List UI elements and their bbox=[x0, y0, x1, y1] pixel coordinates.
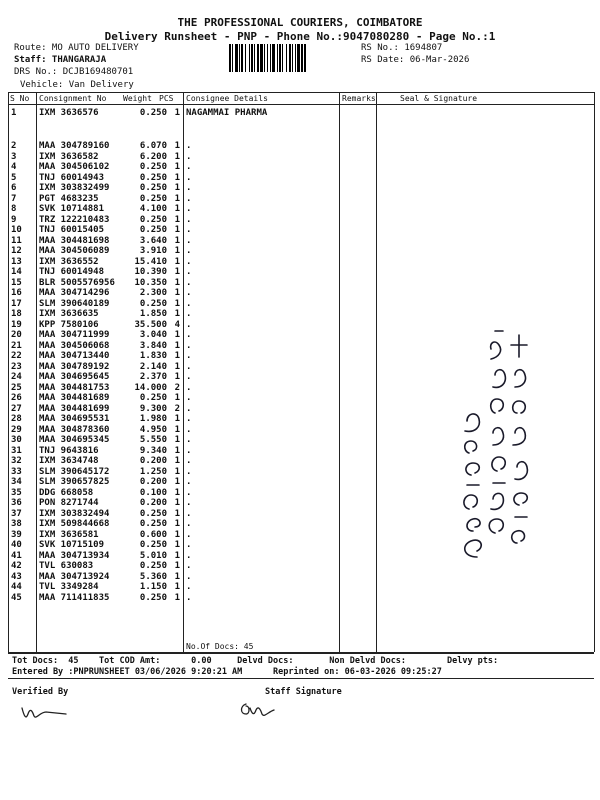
row-consignee-details: . bbox=[186, 204, 192, 214]
barcode-bar bbox=[260, 44, 263, 72]
row-sno: 38 bbox=[11, 519, 22, 529]
row-sno: 4 bbox=[11, 162, 17, 172]
row-consignment-no: MAA 304789192 bbox=[39, 361, 110, 372]
barcode-bar bbox=[289, 44, 291, 72]
row-pcs: 1 bbox=[174, 225, 180, 235]
row-consignee-details: . bbox=[186, 256, 192, 267]
row-consignee-details: . bbox=[186, 235, 192, 246]
row-pcs: 1 bbox=[174, 162, 180, 172]
row-consignment-no: SLM 390645172 bbox=[39, 466, 110, 477]
row-sno: 7 bbox=[11, 193, 17, 204]
row-sno: 25 bbox=[11, 382, 22, 393]
row-pcs: 1 bbox=[174, 193, 180, 204]
footer-entered-by: Entered By :PNPRUNSHEET 03/06/2026 9:20:21 AM Reprinted on: 06-03-2026 09:25:27 bbox=[12, 667, 442, 677]
row-consignee-details: . bbox=[186, 277, 192, 288]
row-pcs: 1 bbox=[174, 424, 180, 435]
row-pcs: 1 bbox=[174, 214, 180, 225]
row-sno: 42 bbox=[11, 561, 22, 571]
row-consignment-no: IXM 3636581 bbox=[39, 529, 99, 540]
row-weight: 0.250 bbox=[139, 193, 167, 204]
col-divider bbox=[183, 92, 184, 652]
row-consignment-no: MAA 304481753 bbox=[39, 382, 110, 393]
row-consignment-no: DDG 668058 bbox=[39, 487, 94, 498]
row-pcs: 1 bbox=[174, 298, 180, 309]
row-consignee-details: . bbox=[186, 214, 192, 225]
row-weight: 0.200 bbox=[139, 456, 167, 466]
row-weight: 9.340 bbox=[139, 445, 167, 456]
col-header-consignee: Consignee Details bbox=[186, 94, 268, 103]
row-consignee-details: . bbox=[186, 498, 192, 508]
row-weight: 1.830 bbox=[139, 351, 167, 361]
row-weight: 0.250 bbox=[139, 298, 167, 309]
verified-signature bbox=[20, 702, 70, 722]
row-weight: 4.950 bbox=[139, 424, 167, 435]
row-consignment-no: TNJ 60015405 bbox=[39, 225, 105, 235]
row-pcs: 1 bbox=[174, 204, 180, 214]
row-weight: 3.910 bbox=[139, 246, 167, 256]
barcode-bar bbox=[292, 44, 293, 72]
row-consignment-no: MAA 304695645 bbox=[39, 372, 110, 382]
row-weight: 0.200 bbox=[139, 477, 167, 487]
barcode-bar bbox=[249, 44, 250, 72]
row-consignment-no: IXM 3636576 bbox=[39, 108, 99, 118]
row-consignment-no: TNJ 60014948 bbox=[39, 267, 105, 277]
row-sno: 28 bbox=[11, 414, 22, 424]
row-consignee-details: . bbox=[186, 151, 192, 162]
row-sno: 11 bbox=[11, 235, 22, 246]
row-weight: 0.250 bbox=[139, 225, 167, 235]
row-consignee-details: . bbox=[186, 298, 192, 309]
barcode-bar bbox=[297, 44, 300, 72]
row-consignment-no: PON 8271744 bbox=[39, 498, 99, 508]
col-header-seal: Seal & Signature bbox=[400, 94, 478, 103]
row-pcs: 1 bbox=[174, 267, 180, 277]
row-sno: 43 bbox=[11, 571, 22, 582]
row-consignee-details: . bbox=[186, 141, 192, 151]
no-of-docs: No.Of Docs: 45 bbox=[186, 642, 254, 651]
barcode-bar bbox=[277, 44, 278, 72]
row-consignee-details: . bbox=[186, 267, 192, 277]
barcode-bar bbox=[241, 44, 243, 72]
row-pcs: 2 bbox=[174, 403, 180, 414]
row-consignment-no: MAA 304713934 bbox=[39, 550, 110, 561]
row-consignee-details: NAGAMMAI PHARMA bbox=[186, 108, 268, 118]
row-weight: 0.250 bbox=[139, 214, 167, 225]
row-pcs: 1 bbox=[174, 529, 180, 540]
col-divider bbox=[36, 92, 37, 652]
row-consignment-no: MAA 304506102 bbox=[39, 162, 110, 172]
row-consignment-no: IXM 3636552 bbox=[39, 256, 99, 267]
row-pcs: 1 bbox=[174, 561, 180, 571]
row-consignee-details: . bbox=[186, 519, 192, 529]
row-pcs: 4 bbox=[174, 319, 180, 330]
row-sno: 37 bbox=[11, 508, 22, 519]
route: Route: MO AUTO DELIVERY bbox=[14, 43, 139, 53]
row-consignment-no: SLM 390640189 bbox=[39, 298, 110, 309]
barcode-bar bbox=[270, 44, 271, 72]
row-consignee-details: . bbox=[186, 319, 192, 330]
row-consignment-no: SLM 390657825 bbox=[39, 477, 110, 487]
row-pcs: 1 bbox=[174, 256, 180, 267]
row-pcs: 1 bbox=[174, 246, 180, 256]
row-consignment-no: KPP 7580106 bbox=[39, 319, 99, 330]
row-weight: 0.250 bbox=[139, 172, 167, 183]
row-sno: 39 bbox=[11, 529, 22, 540]
row-pcs: 1 bbox=[174, 477, 180, 487]
row-consignee-details: . bbox=[186, 414, 192, 424]
row-weight: 5.550 bbox=[139, 435, 167, 445]
row-weight: 0.250 bbox=[139, 162, 167, 172]
row-consignee-details: . bbox=[186, 466, 192, 477]
row-weight: 5.010 bbox=[139, 550, 167, 561]
row-pcs: 1 bbox=[174, 288, 180, 298]
row-weight: 0.200 bbox=[139, 498, 167, 508]
row-pcs: 1 bbox=[174, 309, 180, 319]
row-consignee-details: . bbox=[186, 540, 192, 550]
row-weight: 0.600 bbox=[139, 529, 167, 540]
row-consignee-details: . bbox=[186, 424, 192, 435]
barcode-bar bbox=[239, 44, 240, 72]
row-pcs: 1 bbox=[174, 172, 180, 183]
rs-date: RS Date: 06-Mar-2026 bbox=[361, 55, 470, 65]
row-sno: 16 bbox=[11, 288, 22, 298]
barcode-bar bbox=[257, 44, 259, 72]
row-sno: 40 bbox=[11, 540, 22, 550]
col-header-pcs: PCS bbox=[159, 94, 174, 103]
row-sno: 5 bbox=[11, 172, 17, 183]
runsheet-title: Delivery Runsheet - PNP - Phone No.:9047080280 - Page No.:1 bbox=[104, 30, 496, 43]
row-weight: 10.350 bbox=[134, 277, 167, 288]
row-pcs: 1 bbox=[174, 435, 180, 445]
row-consignment-no: TNJ 9643816 bbox=[39, 445, 99, 456]
row-consignee-details: . bbox=[186, 571, 192, 582]
row-consignment-no: BLR 5005576956 bbox=[39, 277, 115, 288]
verified-by-label: Verified By bbox=[12, 687, 69, 697]
row-pcs: 1 bbox=[174, 456, 180, 466]
row-consignee-details: . bbox=[186, 477, 192, 487]
row-consignment-no: MAA 304713440 bbox=[39, 351, 110, 361]
row-weight: 14.000 bbox=[134, 382, 167, 393]
barcode bbox=[229, 44, 355, 72]
row-weight: 0.250 bbox=[139, 393, 167, 403]
row-sno: 14 bbox=[11, 267, 22, 277]
row-sno: 26 bbox=[11, 393, 22, 403]
row-consignment-no: IXM 509844668 bbox=[39, 519, 110, 529]
row-consignee-details: . bbox=[186, 172, 192, 183]
table-header-border bbox=[8, 104, 594, 105]
row-consignee-details: . bbox=[186, 183, 192, 193]
barcode-bar bbox=[254, 44, 255, 72]
handwritten-receipt-note bbox=[455, 295, 535, 575]
row-sno: 18 bbox=[11, 309, 22, 319]
row-consignment-no: TVL 630083 bbox=[39, 561, 94, 571]
staff-signature bbox=[238, 698, 278, 720]
row-weight: 6.200 bbox=[139, 151, 167, 162]
row-sno: 45 bbox=[11, 592, 22, 603]
row-pcs: 1 bbox=[174, 183, 180, 193]
row-sno: 20 bbox=[11, 330, 22, 340]
row-sno: 21 bbox=[11, 340, 22, 351]
row-consignee-details: . bbox=[186, 445, 192, 456]
row-consignment-no: SVK 10714881 bbox=[39, 204, 105, 214]
row-pcs: 1 bbox=[174, 393, 180, 403]
row-pcs: 1 bbox=[174, 340, 180, 351]
row-sno: 30 bbox=[11, 435, 22, 445]
row-sno: 3 bbox=[11, 151, 17, 162]
row-consignment-no: IXM 3636582 bbox=[39, 151, 99, 162]
barcode-bar bbox=[267, 44, 268, 72]
staff-signature-label: Staff Signature bbox=[265, 687, 342, 697]
row-consignment-no: MAA 304713924 bbox=[39, 571, 110, 582]
row-consignee-details: . bbox=[186, 582, 192, 592]
row-pcs: 1 bbox=[174, 571, 180, 582]
footer-border bbox=[8, 653, 594, 654]
row-consignee-details: . bbox=[186, 487, 192, 498]
row-sno: 10 bbox=[11, 225, 22, 235]
row-pcs: 1 bbox=[174, 414, 180, 424]
row-pcs: 1 bbox=[174, 466, 180, 477]
row-weight: 1.850 bbox=[139, 309, 167, 319]
row-consignee-details: . bbox=[186, 403, 192, 414]
row-pcs: 1 bbox=[174, 487, 180, 498]
row-consignee-details: . bbox=[186, 382, 192, 393]
row-sno: 27 bbox=[11, 403, 22, 414]
row-weight: 2.370 bbox=[139, 372, 167, 382]
row-sno: 17 bbox=[11, 298, 22, 309]
col-header-sno: S No bbox=[10, 94, 30, 103]
row-pcs: 1 bbox=[174, 141, 180, 151]
row-sno: 6 bbox=[11, 183, 17, 193]
drs-no: DRS No.: DCJB169480701 bbox=[14, 67, 134, 77]
row-consignment-no: TNJ 60014943 bbox=[39, 172, 105, 183]
row-sno: 8 bbox=[11, 204, 17, 214]
row-pcs: 1 bbox=[174, 108, 180, 118]
row-consignee-details: . bbox=[186, 372, 192, 382]
row-weight: 0.250 bbox=[139, 508, 167, 519]
footer-bottom-border bbox=[8, 678, 594, 679]
row-weight: 5.360 bbox=[139, 571, 167, 582]
row-weight: 0.250 bbox=[139, 519, 167, 529]
row-consignee-details: . bbox=[186, 351, 192, 361]
company-name: THE PROFESSIONAL COURIERS, COIMBATORE bbox=[177, 16, 423, 29]
row-sno: 15 bbox=[11, 277, 22, 288]
col-header-consignment: Consignment No bbox=[39, 94, 107, 103]
footer-totals: Tot Docs: 45 Tot COD Amt: 0.00 Delvd Docs: Non Delvd Docs: Delvy pts: bbox=[12, 656, 499, 666]
row-pcs: 1 bbox=[174, 592, 180, 603]
row-consignee-details: . bbox=[186, 225, 192, 235]
vehicle: Vehicle: Van Delivery bbox=[20, 80, 134, 90]
barcode-bar bbox=[286, 44, 287, 72]
row-weight: 1.150 bbox=[139, 582, 167, 592]
row-sno: 19 bbox=[11, 319, 22, 330]
row-consignment-no: MAA 304481699 bbox=[39, 403, 110, 414]
row-pcs: 1 bbox=[174, 540, 180, 550]
row-pcs: 1 bbox=[174, 151, 180, 162]
row-pcs: 1 bbox=[174, 235, 180, 246]
row-weight: 0.250 bbox=[139, 561, 167, 571]
barcode-bar bbox=[272, 44, 275, 72]
col-divider bbox=[376, 92, 377, 652]
barcode-bar bbox=[264, 44, 265, 72]
rs-no: RS No.: 1694807 bbox=[361, 43, 443, 53]
row-consignment-no: MAA 304481689 bbox=[39, 393, 110, 403]
row-sno: 13 bbox=[11, 256, 22, 267]
barcode-bar bbox=[304, 44, 306, 72]
barcode-bar bbox=[229, 44, 231, 72]
row-sno: 36 bbox=[11, 498, 22, 508]
row-consignee-details: . bbox=[186, 393, 192, 403]
row-consignee-details: . bbox=[186, 435, 192, 445]
row-consignment-no: MAA 304711999 bbox=[39, 330, 110, 340]
row-consignment-no: MAA 304506089 bbox=[39, 246, 110, 256]
row-pcs: 2 bbox=[174, 382, 180, 393]
barcode-bar bbox=[301, 44, 303, 72]
row-weight: 0.250 bbox=[139, 540, 167, 550]
row-consignment-no: MAA 304789160 bbox=[39, 141, 110, 151]
row-weight: 1.980 bbox=[139, 414, 167, 424]
col-divider bbox=[8, 92, 9, 652]
row-weight: 10.390 bbox=[134, 267, 167, 277]
row-consignment-no: MAA 711411835 bbox=[39, 592, 110, 603]
row-consignment-no: IXM 303832494 bbox=[39, 508, 110, 519]
row-weight: 15.410 bbox=[134, 256, 167, 267]
row-sno: 34 bbox=[11, 477, 22, 487]
barcode-bar bbox=[279, 44, 281, 72]
row-pcs: 1 bbox=[174, 351, 180, 361]
row-consignment-no: MAA 304695345 bbox=[39, 435, 110, 445]
row-sno: 12 bbox=[11, 246, 22, 256]
row-consignment-no: IXM 3634748 bbox=[39, 456, 99, 466]
row-pcs: 1 bbox=[174, 582, 180, 592]
row-weight: 3.840 bbox=[139, 340, 167, 351]
row-pcs: 1 bbox=[174, 519, 180, 529]
row-pcs: 1 bbox=[174, 277, 180, 288]
row-consignee-details: . bbox=[186, 561, 192, 571]
row-pcs: 1 bbox=[174, 508, 180, 519]
row-sno: 29 bbox=[11, 424, 22, 435]
row-consignee-details: . bbox=[186, 456, 192, 466]
col-header-remarks: Remarks bbox=[342, 94, 376, 103]
row-consignee-details: . bbox=[186, 288, 192, 298]
row-consignee-details: . bbox=[186, 529, 192, 540]
row-sno: 2 bbox=[11, 141, 17, 151]
row-consignee-details: . bbox=[186, 592, 192, 603]
row-sno: 24 bbox=[11, 372, 22, 382]
row-weight: 0.250 bbox=[139, 108, 167, 118]
barcode-bar bbox=[251, 44, 253, 72]
barcode-bar bbox=[295, 44, 296, 72]
row-consignee-details: . bbox=[186, 550, 192, 561]
row-consignee-details: . bbox=[186, 193, 192, 204]
col-divider bbox=[339, 92, 340, 652]
row-consignee-details: . bbox=[186, 361, 192, 372]
barcode-bar bbox=[245, 44, 246, 72]
row-weight: 3.040 bbox=[139, 330, 167, 340]
row-consignment-no: MAA 304481698 bbox=[39, 235, 110, 246]
staff: Staff: THANGARAJA bbox=[14, 55, 107, 65]
row-sno: 9 bbox=[11, 214, 17, 225]
row-weight: 3.640 bbox=[139, 235, 167, 246]
row-weight: 6.070 bbox=[139, 141, 167, 151]
row-consignee-details: . bbox=[186, 309, 192, 319]
row-weight: 2.300 bbox=[139, 288, 167, 298]
row-consignment-no: PGT 4683235 bbox=[39, 193, 99, 204]
row-consignment-no: MAA 304695531 bbox=[39, 414, 110, 424]
row-pcs: 1 bbox=[174, 361, 180, 372]
barcode-bar bbox=[282, 44, 283, 72]
barcode-bar bbox=[235, 44, 238, 72]
row-sno: 44 bbox=[11, 582, 22, 592]
row-sno: 33 bbox=[11, 466, 22, 477]
row-consignee-details: . bbox=[186, 508, 192, 519]
row-weight: 4.100 bbox=[139, 204, 167, 214]
row-consignee-details: . bbox=[186, 340, 192, 351]
row-sno: 41 bbox=[11, 550, 22, 561]
barcode-bar bbox=[232, 44, 233, 72]
row-consignment-no: MAA 304714296 bbox=[39, 288, 110, 298]
row-sno: 23 bbox=[11, 361, 22, 372]
row-consignment-no: SVK 10715109 bbox=[39, 540, 105, 550]
row-consignment-no: IXM 3636635 bbox=[39, 309, 99, 319]
row-sno: 1 bbox=[11, 108, 17, 118]
row-weight: 2.140 bbox=[139, 361, 167, 372]
row-pcs: 1 bbox=[174, 445, 180, 456]
row-consignee-details: . bbox=[186, 330, 192, 340]
row-consignment-no: TRZ 122210483 bbox=[39, 214, 110, 225]
row-weight: 0.250 bbox=[139, 183, 167, 193]
row-weight: 35.500 bbox=[134, 319, 167, 330]
row-consignment-no: MAA 304878360 bbox=[39, 424, 110, 435]
row-weight: 1.250 bbox=[139, 466, 167, 477]
row-weight: 0.250 bbox=[139, 592, 167, 603]
row-consignment-no: TVL 3349284 bbox=[39, 582, 99, 592]
col-header-weight: Weight bbox=[123, 94, 152, 103]
row-pcs: 1 bbox=[174, 498, 180, 508]
row-sno: 35 bbox=[11, 487, 22, 498]
row-sno: 32 bbox=[11, 456, 22, 466]
row-pcs: 1 bbox=[174, 372, 180, 382]
row-sno: 22 bbox=[11, 351, 22, 361]
row-consignee-details: . bbox=[186, 162, 192, 172]
row-consignee-details: . bbox=[186, 246, 192, 256]
row-consignment-no: MAA 304506068 bbox=[39, 340, 110, 351]
row-consignment-no: IXM 303832499 bbox=[39, 183, 110, 193]
col-divider bbox=[594, 92, 595, 652]
row-pcs: 1 bbox=[174, 550, 180, 561]
row-pcs: 1 bbox=[174, 330, 180, 340]
row-weight: 0.100 bbox=[139, 487, 167, 498]
row-weight: 9.300 bbox=[139, 403, 167, 414]
row-sno: 31 bbox=[11, 445, 22, 456]
